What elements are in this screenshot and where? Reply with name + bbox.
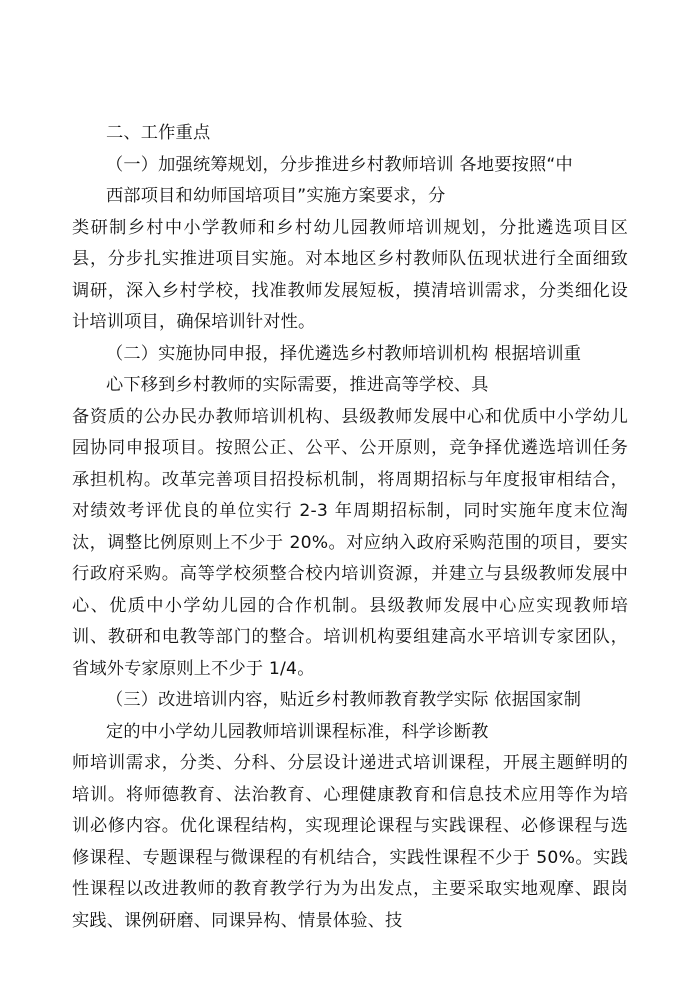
subsection-2-heading-line2: 心下移到乡村教师的实际需要，推进高等学校、具 — [106, 375, 489, 395]
subsection-3-heading-line1: （三）改进培训内容，贴近乡村教师教育教学实际 依据国家制 — [106, 690, 582, 710]
subsection-2-heading-line1: （二）实施协同申报，择优遴选乡村教师培训机构 根据培训重 — [106, 343, 582, 364]
document-body — [72, 118, 628, 937]
subsection-1-paragraph: 类研制乡村中小学教师和乡村幼儿园教师培训规划，分批遴选项目区县，分步扎实推进项目实施。对本地区乡村教师队伍现状进行全面细致调研，深入乡村学校，找准教师发展短板，摸清培训需求，分类细化设计培训项目，确保培训针对性。 — [72, 217, 628, 332]
subsection-2-paragraph: 备资质的公办民办教师培训机构、县级教师发展中心和优质中小学幼儿园协同申报项目。按照公正、公平、公开原则，竞争择优遴选培训任务承担机构。改革完善项目招投标机制，将周期招标与年度报审相结合，对绩效考评优良的单位实行 2-3 年周期招标制，同时实施年度末位淘汰，调整比例原则上不少于 20%。对应纳入政府采购范围的项目，要实行政府采购。高等学校须整合校内培训资源，并建立与县级教师发展中心、优质中小学幼儿园的合作机制。县级教师发展中心应实现教师培训、教研和电教等部门的整合。培训机构要组建高水平培训专家团队，省域外专家原则上不少于 1/4。 — [72, 406, 628, 679]
section-heading: 二、工作重点 — [106, 123, 211, 143]
subsection-1-heading-line2: 西部项目和幼师国培项目”实施方案要求，分 — [106, 186, 446, 206]
subsection-3-paragraph: 师培训需求，分类、分科、分层设计递进式培训课程，开展主题鲜明的培训。将师德教育、法治教育、心理健康教育和信息技术应用等作为培训必修内容。优化课程结构，实现理论课程与实践课程、必修课程与选修课程、专题课程与微课程的有机结合，实践性课程不少于 50%。实践性课程以改进教师的教育教学行为为出发点，主要采取实地观摩、跟岗实践、课例研磨、同课异构、情景体验、技 — [72, 753, 628, 931]
subsection-1-heading-line1: （一）加强统筹规划，分步推进乡村教师培训 各地要按照“中 — [106, 154, 573, 175]
subsection-3-heading-line2: 定的中小学幼儿园教师培训课程标准，科学诊断教 — [106, 721, 489, 742]
